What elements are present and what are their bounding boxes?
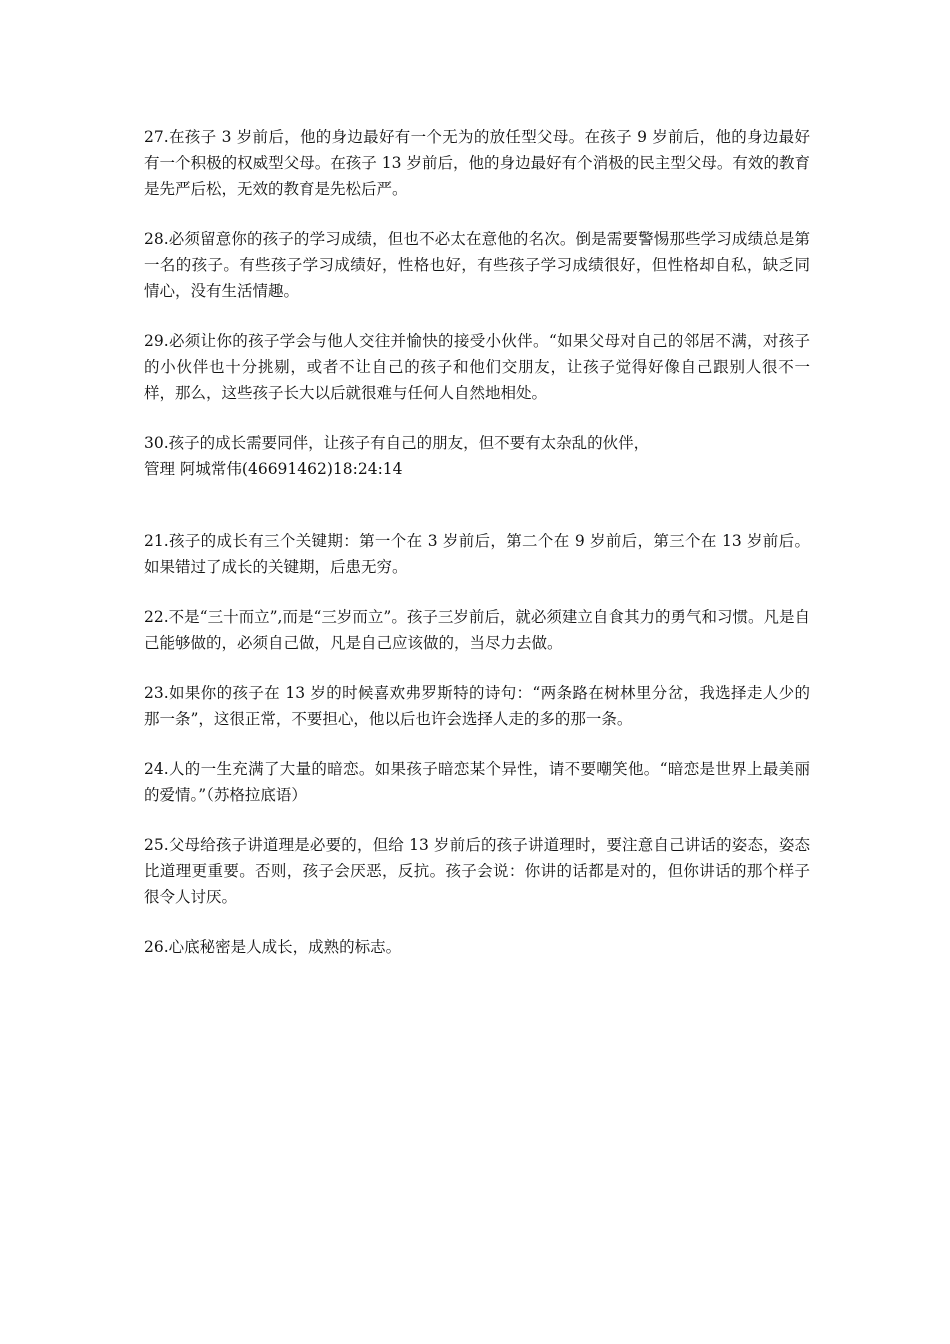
paragraph-spacer bbox=[144, 304, 810, 328]
paragraph-spacer bbox=[144, 406, 810, 430]
paragraph-28: 28.必须留意你的孩子的学习成绩，但也不必太在意他的名次。倒是需要警惕那些学习成绩总是第一名的孩子。有些孩子学习成绩好，性格也好，有些孩子学习成绩很好，但性格却自私，缺乏同情心，没有生活情趣。 bbox=[144, 230, 810, 300]
paragraph-21: 21.孩子的成长有三个关键期：第一个在 3 岁前后，第二个在 9 岁前后，第三个在 13 岁前后。如果错过了成长的关键期，后患无穷。 bbox=[144, 532, 810, 576]
section-spacer bbox=[144, 482, 810, 528]
paragraph-spacer bbox=[144, 808, 810, 832]
paragraph-23: 23.如果你的孩子在 13 岁的时候喜欢弗罗斯特的诗句：“两条路在树林里分岔，我选择走人少的那一条”，这很正常，不要担心，他以后也许会选择人走的多的那一条。 bbox=[144, 684, 810, 728]
paragraph-24: 24.人的一生充满了大量的暗恋。如果孩子暗恋某个异性，请不要嘲笑他。“暗恋是世界上最美丽的爱情。”（苏格拉底语） bbox=[144, 760, 810, 804]
paragraph-25: 25.父母给孩子讲道理是必要的，但给 13 岁前后的孩子讲道理时，要注意自己讲话的姿态，姿态比道理更重要。否则，孩子会厌恶，反抗。孩子会说：你讲的话都是对的，但你讲话的那个样子很令人讨厌。 bbox=[144, 836, 810, 906]
paragraph-spacer bbox=[144, 732, 810, 756]
paragraph-26: 26.心底秘密是人成长，成熟的标志。 bbox=[144, 938, 402, 956]
chat-sender-line: 管理 阿城常伟(46691462)18:24:14 bbox=[144, 460, 403, 478]
document-body bbox=[144, 124, 810, 960]
paragraph-spacer bbox=[144, 202, 810, 226]
paragraph-29: 29.必须让你的孩子学会与他人交往并愉快的接受小伙伴。“如果父母对自己的邻居不满，对孩子的小伙伴也十分挑剔，或者不让自己的孩子和他们交朋友，让孩子觉得好像自己跟别人很不一样，那么，这些孩子长大以后就很难与任何人自然地相处。 bbox=[144, 332, 810, 402]
paragraph-22: 22.不是“三十而立”,而是“三岁而立”。孩子三岁前后，就必须建立自食其力的勇气和习惯。凡是自己能够做的，必须自己做，凡是自己应该做的，当尽力去做。 bbox=[144, 608, 810, 652]
paragraph-spacer bbox=[144, 580, 810, 604]
paragraph-27: 27.在孩子 3 岁前后，他的身边最好有一个无为的放任型父母。在孩子 9 岁前后，他的身边最好有一个积极的权威型父母。在孩子 13 岁前后，他的身边最好有个消极的民主型父母。有效的教育是先严后松，无效的教育是先松后严。 bbox=[144, 128, 810, 198]
paragraph-spacer bbox=[144, 910, 810, 934]
paragraph-30: 30.孩子的成长需要同伴，让孩子有自己的朋友，但不要有太杂乱的伙伴， bbox=[144, 434, 650, 452]
paragraph-spacer bbox=[144, 656, 810, 680]
